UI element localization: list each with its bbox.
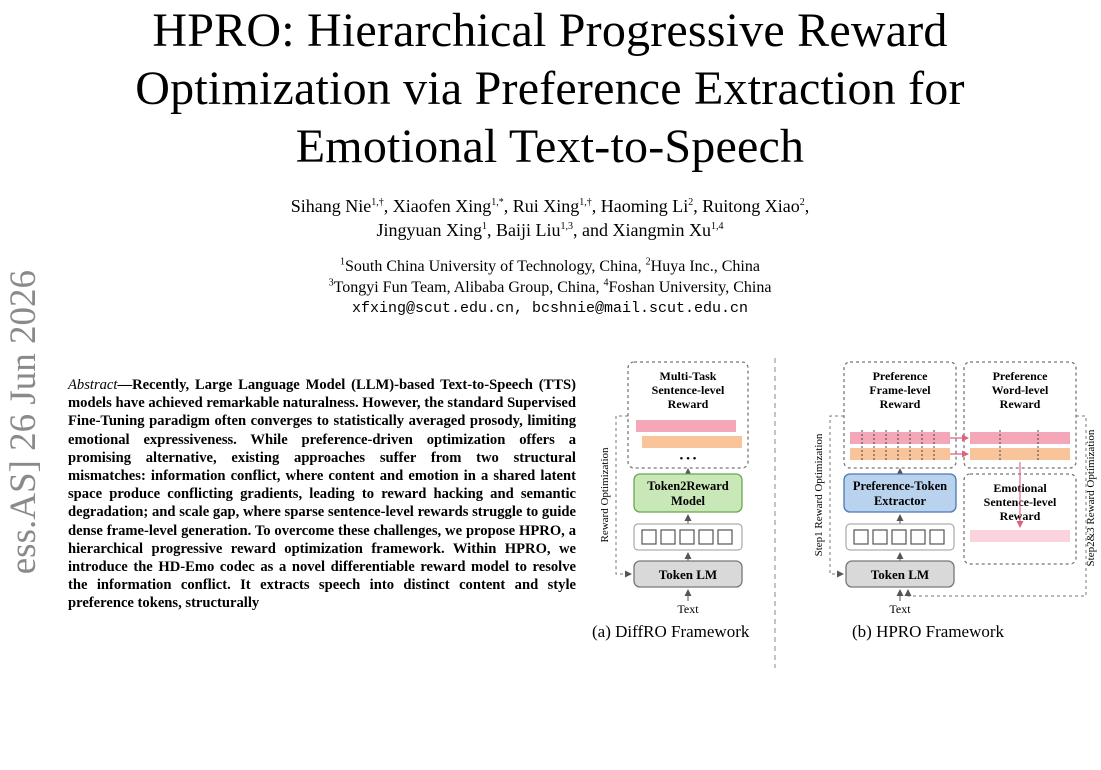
author-name: Jingyuan Xing [376,220,482,240]
affil-sup: 3 [328,277,334,289]
text-input-label-b: Text [889,602,911,616]
frame-reward-label: Preference [872,369,928,383]
step23-optimization-label: Step2&3 Reward Optimization [1085,429,1097,567]
sentence-reward-label: Reward [999,509,1041,523]
affil-text: Tongyi Fun Team, Alibaba Group, China, [333,279,604,296]
author-name: Ruitong Xiao [702,196,800,216]
author-sup: 1 [482,221,487,232]
token-square [873,530,887,544]
reward-optimization-label: Reward Optimization [599,447,611,543]
sentence-reward-label: Sentence-level [983,495,1057,509]
arxiv-stamp: ess.AS] 26 Jun 2026 [3,270,44,575]
token-square [680,530,694,544]
word-reward-label: Reward [999,397,1041,411]
token-square [699,530,713,544]
affil-text: Huya Inc., China [650,258,760,275]
text-input-label: Text [677,602,699,616]
frame-reward-label: Frame-level [869,383,931,397]
author-name: Xiangmin Xu [612,220,711,240]
token-square [854,530,868,544]
token-square [642,530,656,544]
author-name: Xiaofen Xing [392,196,492,216]
author-sep: , and [573,220,613,240]
abstract-dash: — [117,377,133,393]
token2reward-label: Model [670,494,706,508]
word-reward-label: Word-level [991,383,1049,397]
author-sup: 1,† [371,197,384,208]
multitask-reward-label: Sentence-level [651,383,725,397]
reward-bar-orange [642,436,742,448]
author-sep: , [503,196,513,216]
affiliation-line [100,256,1000,277]
paper-title [100,2,1000,176]
author-sup: 1,* [491,197,504,208]
reward-bar-pink [636,420,736,432]
extractor-label: Preference-Token [852,479,948,493]
frame-bar-orange [850,448,950,460]
affil-sup: 2 [645,256,651,268]
token2reward-label: Token2Reward [647,479,729,493]
token-square [930,530,944,544]
author-line [100,218,1000,242]
author-sup: 1,3 [560,221,573,232]
multitask-reward-label: Multi-Task [659,369,717,383]
extractor-label: Extractor [873,494,927,508]
sentence-reward-label: Emotional [993,481,1047,495]
author-name: Sihang Nie [290,196,372,216]
word-reward-label: Preference [992,369,1048,383]
word-bar-pink [970,432,1070,444]
author-name: Baiji Liu [496,220,561,240]
frame-reward-label: Reward [879,397,921,411]
affiliation-line [100,277,1000,298]
multitask-reward-label: Reward [667,397,709,411]
affil-sup: 4 [603,277,609,289]
token-square [718,530,732,544]
author-sup: 1,4 [711,221,724,232]
caption-b: (b) HPRO Framework [852,622,1005,641]
author-line [100,194,1000,218]
affil-text: South China University of Technology, China, [345,258,646,275]
token-square [911,530,925,544]
token-lm-label-b: Token LM [870,567,930,582]
author-name: Haoming Li [600,196,689,216]
affil-text: Foshan University, China [608,279,772,296]
author-sep: , [804,196,810,216]
author-sup: 1,† [579,197,592,208]
ellipsis-dots: • • • [679,453,697,465]
caption-a: (a) DiffRO Framework [592,622,750,641]
token-square [892,530,906,544]
step1-optimization-label: Step1 Reward Optimization [813,433,825,557]
title-line: Optimization via Preference Extraction for [135,62,965,115]
email-line[interactable]: xfxing@scut.edu.cn, bcshnie@mail.scut.edu.cn [351,300,749,317]
author-sep: , [383,196,393,216]
author-name: Rui Xing [512,196,580,216]
word-bar-orange [970,448,1070,460]
author-sep: , [487,220,496,240]
author-sep: , [591,196,601,216]
author-sep: , [693,196,703,216]
author-list [100,194,1000,242]
sentence-bar-pink [970,530,1070,542]
frame-bar-pink [850,432,950,444]
abstract [68,376,576,613]
token-lm-label: Token LM [658,567,718,582]
title-line: HPRO: Hierarchical Progressive Reward [152,4,948,57]
abstract-lead: Abstract [68,377,118,393]
step1-optimization-loop [830,416,844,574]
abstract-text: Recently, Large Language Model (LLM)-based Text-to-Speech (TTS) models have achieved remarkable naturalness. However, the standard Supervised Fine-Tuning paradigm often converges to statistically averaged prosody, limiting emotional expressiveness. While preference-driven optimization offers a promising alternative, existing approaches suffer from two structural mismatches: information conflict, where content and emotion in a shared latent space produce conflicting gradients, leading to reward hacking and semantic degradation; and scale gap, where sparse sentence-level rewards struggle to guide dense frame-level generation. To overcome these challenges, we propose HPRO, a hierarchical progressive reward optimization framework. Within HPRO, we introduce the HD-Emo codec as a novel differentiable reward model to resolve the information conflict. It extracts speech into distinct content and style preference tokens, structurally [68,377,576,612]
affiliations [100,256,1000,319]
title-line: Emotional Text-to-Speech [295,120,805,173]
token-square [661,530,675,544]
framework-figure [592,358,1097,668]
author-sup: 2 [799,197,805,208]
author-sup: 2 [688,197,694,208]
affil-sup: 1 [340,256,346,268]
